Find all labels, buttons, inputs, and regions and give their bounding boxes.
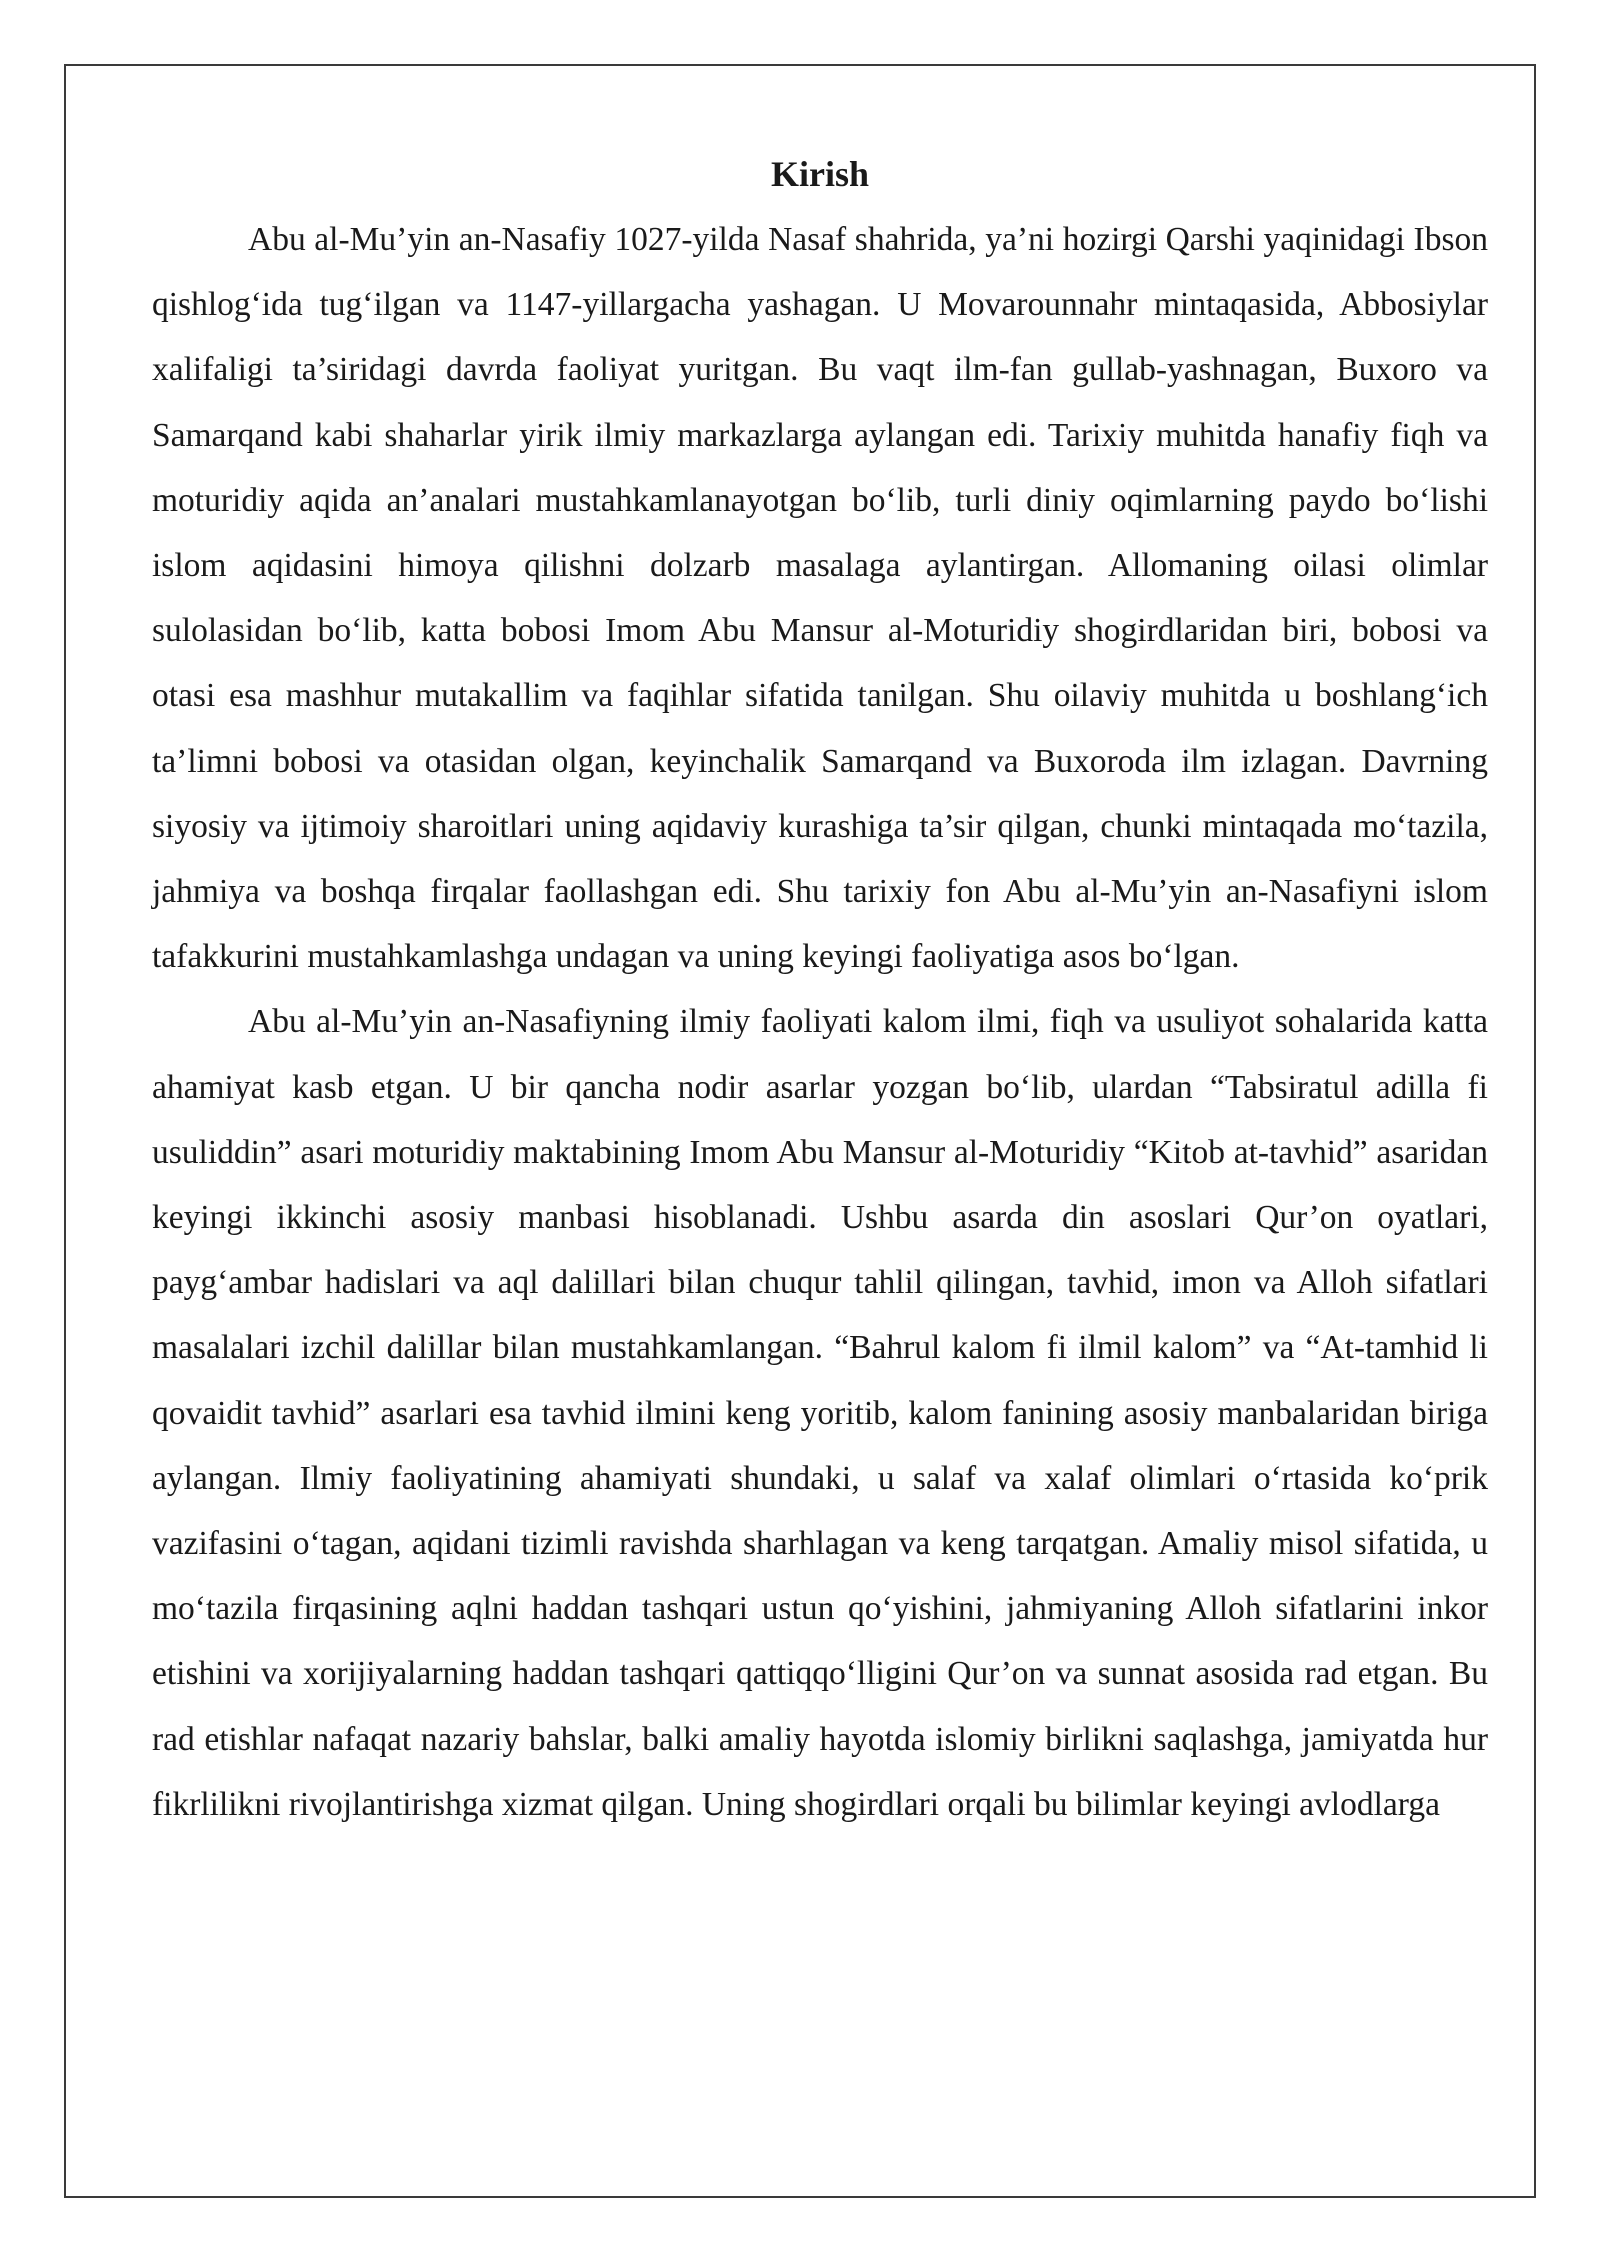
- document-body: [152, 142, 1488, 1837]
- document-title: Kirish: [770, 154, 869, 194]
- paragraph-2: Abu al-Mu’yin an-Nasafiyning ilmiy faoliyati kalom ilmi, fiqh va usuliyot sohalarida katta ahamiyat kasb etgan. U bir qancha nodir asarlar yozgan bo‘lib, ulardan “Tabsiratul adilla fi usuliddin” asari moturidiy maktabining Imom Abu Mansur al-Moturidiy “Kitob at-tavhid” asaridan keyingi ikkinchi asosiy manbasi hisoblanadi. Ushbu asarda din asoslari Qur’on oyatlari, payg‘ambar hadislari va aql dalillari bilan chuqur tahlil qilingan, tavhid, imon va Alloh sifatlari masalalari izchil dalillar bilan mustahkamlangan. “Bahrul kalom fi ilmil kalom” va “At-tamhid li qovaidit tavhid” asarlari esa tavhid ilmini keng yoritib, kalom fanining asosiy manbalaridan biriga aylangan. Ilmiy faoliyatining ahamiyati shundaki, u salaf va xalaf olimlari o‘rtasida ko‘prik vazifasini o‘tagan, aqidani tizimli ravishda sharhlagan va keng tarqatgan. Amaliy misol sifatida, u mo‘tazila firqasining aqlni haddan tashqari ustun qo‘yishini, jahmiyaning Alloh sifatlarini inkor etishini va xorijiyalarning haddan tashqari qattiqqo‘lligini Qur’on va sunnat asosida rad etgan. Bu rad etishlar nafaqat nazariy bahslar, balki amaliy hayotda islomiy birlikni saqlashga, jamiyatda hur fikrlilikni rivojlantirishga xizmat qilgan. Uning shogirdlari orqali bu bilimlar keyingi avlodlarga: [152, 1003, 1488, 1823]
- paragraph-1: Abu al-Mu’yin an-Nasafiy 1027-yilda Nasaf shahrida, ya’ni hozirgi Qarshi yaqinidagi Ibson qishlog‘ida tug‘ilgan va 1147-yillargacha yashagan. U Movarounnahr mintaqasida, Abbosiylar xalifaligi ta’siridagi davrda faoliyat yuritgan. Bu vaqt ilm-fan gullab-yashnagan, Buxoro va Samarqand kabi shaharlar yirik ilmiy markazlarga aylangan edi. Tarixiy muhitda hanafiy fiqh va moturidiy aqida an’analari mustahkamlanayotgan bo‘lib, turli diniy oqimlarning paydo bo‘lishi islom aqidasini himoya qilishni dolzarb masalaga aylantirgan. Allomaning oilasi olimlar sulolasidan bo‘lib, katta bobosi Imom Abu Mansur al-Moturidiy shogirdlaridan biri, bobosi va otasi esa mashhur mutakallim va faqihlar sifatida tanilgan. Shu oilaviy muhitda u boshlang‘ich ta’limni bobosi va otasidan olgan, keyinchalik Samarqand va Buxoroda ilm izlagan. Davrning siyosiy va ijtimoiy sharoitlari uning aqidaviy kurashiga ta’sir qilgan, chunki mintaqada mo‘tazila, jahmiya va boshqa firqalar faollashgan edi. Shu tarixiy fon Abu al-Mu’yin an-Nasafiyni islom tafakkurini mustahkamlashga undagan va uning keyingi faoliyatiga asos bo‘lgan.: [152, 221, 1488, 976]
